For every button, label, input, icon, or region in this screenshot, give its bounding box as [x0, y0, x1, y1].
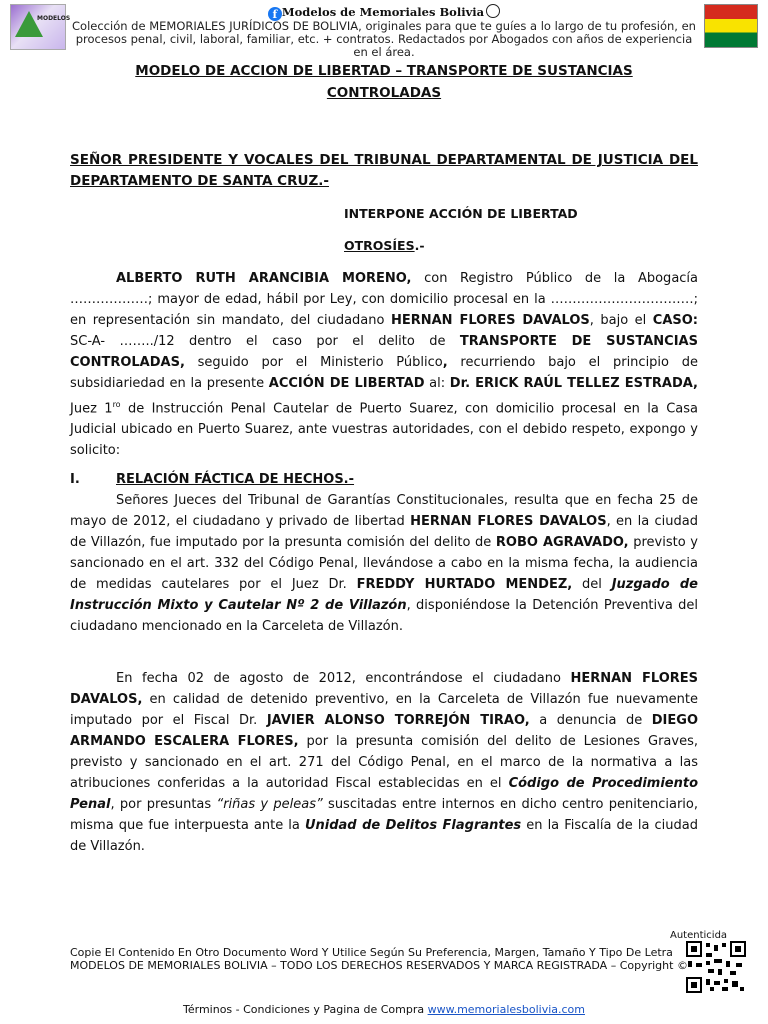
page-header: [0, 0, 768, 58]
facebook-icon[interactable]: f: [268, 7, 282, 21]
p1-i: ,: [442, 355, 448, 370]
p1-b: con Registro Público de la Abogacía ………………; mayor de edad, hábil por Ley, con domicilio procesal en la ……………………………; en representación sin mandato, del ciudadano: [70, 271, 699, 328]
p1-n: Juez 1: [70, 401, 113, 417]
footer-line-2: MODELOS DE MEMORIALES BOLIVIA – TODO LOS DERECHOS RESERVADOS Y MARCA REGISTRADA – Copyright ©: [70, 959, 688, 972]
p3-e: a denuncia de: [529, 713, 652, 728]
otrosies-word: OTROSÍES: [344, 238, 415, 253]
p2-g: del: [572, 577, 612, 592]
p3-f: DIEGO ARMANDO ESCALERA FLORES,: [70, 713, 698, 749]
section-heading: [70, 472, 354, 487]
p1-o: de Instrucción Penal Cautelar de Puerto Suarez, con domicilio procesal en la Casa Judicial ubicado en Puerto Suarez, ante vuestras autoridades, con el debido respeto, expongo y solicito:: [70, 401, 698, 459]
p1-a: ALBERTO RUTH ARANCIBIA MORENO,: [116, 271, 412, 286]
qr-label: Autenticida: [670, 930, 728, 941]
addressee: SEÑOR PRESIDENTE Y VOCALES DEL TRIBUNAL DEPARTAMENTAL DE JUSTICIA DEL DEPARTAMENTO DE SANTA CRUZ.-: [70, 152, 698, 189]
section-number: I.: [70, 472, 80, 487]
p3-h: Código de Procedimiento Penal: [70, 776, 699, 812]
paragraph-intro: [70, 268, 698, 461]
document-title: [60, 60, 708, 104]
p1-g: TRANSPORTE DE SUSTANCIAS CONTROLADAS,: [70, 334, 698, 370]
p3-i: , por presuntas: [110, 797, 217, 812]
p1-c: HERNAN FLORES DAVALOS: [390, 313, 590, 328]
p1-k: ACCIÓN DE LIBERTAD: [268, 376, 425, 391]
p1-l: al:: [424, 376, 450, 391]
bolivia-flag-icon: [704, 4, 758, 48]
p1-f: SC-A- ……../12 dentro el caso por el delito de: [70, 334, 460, 349]
p1-sup: ro: [112, 400, 121, 409]
otrosies: [344, 238, 425, 253]
p3-a: En fecha 02 de agosto de 2012, encontrándose el ciudadano: [116, 671, 571, 686]
p3-k: suscitadas entre internos en dicho centro penitenciario, misma que fue interpuesta ante la: [70, 797, 698, 833]
p2-f: FREDDY HURTADO MENDEZ,: [356, 577, 573, 592]
p3-b: HERNAN FLORES DAVALOS,: [70, 671, 698, 707]
p3-m: en la Fiscalía de la ciudad de Villazón.: [70, 818, 698, 854]
section-label: RELACIÓN FÁCTICA DE HECHOS.-: [116, 472, 355, 487]
footer-links-prefix: Términos - Condiciones y Pagina de Compra: [183, 1003, 428, 1016]
website-link[interactable]: www.memorialesbolivia.com: [427, 1003, 585, 1016]
p1-h: seguido por el Ministerio Público: [184, 355, 443, 370]
title-line-2: CONTROLADAS: [326, 85, 442, 101]
p1-j: recurriendo bajo el principio de subsidiariedad en la presente: [70, 355, 698, 391]
paragraph-facts-1: [70, 490, 698, 637]
footer-line-1: Copie El Contenido En Otro Documento Word Y Utilice Según Su Preferencia, Margen, Tamaño Y Tipo De Letra: [70, 946, 673, 959]
p2-c: , en la ciudad de Villazón, fue imputado por la presunta comisión del delito de: [70, 514, 698, 550]
sumilla: INTERPONE ACCIÓN DE LIBERTAD: [344, 206, 578, 221]
footer-links: [0, 1003, 768, 1016]
p2-b: HERNAN FLORES DAVALOS: [410, 514, 607, 529]
p2-e: previsto y sancionado en el art. 332 del Código Penal, llevándose a cabo en la misma fecha, la audiencia de medidas cautelares por el Juez Dr.: [70, 535, 698, 592]
paragraph-facts-2: [70, 668, 698, 857]
p2-h: Juzgado de Instrucción Mixto y Cautelar Nº 2 de Villazón: [70, 577, 698, 613]
otrosies-suffix: .-: [414, 238, 425, 253]
p3-g: por la presunta comisión del delito de Lesiones Graves, previsto y sancionado en el art. 271 del Código Penal, en el marco de la normativa a las atribuciones conferidas a la autoridad Fiscal establecidas en el: [70, 734, 698, 791]
p2-a: Señores Jueces del Tribunal de Garantías Constitucionales, resulta que en fecha 25 de mayo de 2012, el ciudadano y privado de libertad: [70, 493, 698, 529]
globe-icon[interactable]: [486, 4, 500, 18]
brand-name: Modelos de Memoriales Bolivia: [281, 5, 485, 19]
p1-d: , bajo el: [589, 313, 653, 328]
p2-i: , disponiéndose la Detención Preventiva del ciudadano mencionado en la Carceleta de Villazón.: [70, 598, 698, 634]
p3-d: JAVIER ALONSO TORREJÓN TIRAO,: [266, 713, 530, 728]
logo-text: MODELOS: [37, 15, 71, 22]
p3-l: Unidad de Delitos Flagrantes: [304, 818, 522, 833]
footer: [70, 946, 710, 972]
p1-m: Dr. ERICK RAÚL TELLEZ ESTRADA,: [449, 376, 698, 391]
p3-c: en calidad de detenido preventivo, en la Carceleta de Villazón fue nuevamente imputado por el Fiscal Dr.: [70, 692, 698, 728]
title-line-1: MODELO DE ACCION DE LIBERTAD – TRANSPORTE DE SUSTANCIAS: [135, 63, 633, 79]
header-description: Colección de MEMORIALES JURÍDICOS DE BOLIVIA, originales para que te guíes a lo largo de tu profesión, en procesos penal, civil, laboral, familiar, etc. + contratos. Redactados por Abogados con años de experiencia en el área.: [72, 19, 696, 59]
p2-d: ROBO AGRAVADO,: [495, 535, 629, 550]
p1-e: CASO:: [652, 313, 698, 328]
p3-j: “riñas y peleas”: [216, 797, 323, 812]
